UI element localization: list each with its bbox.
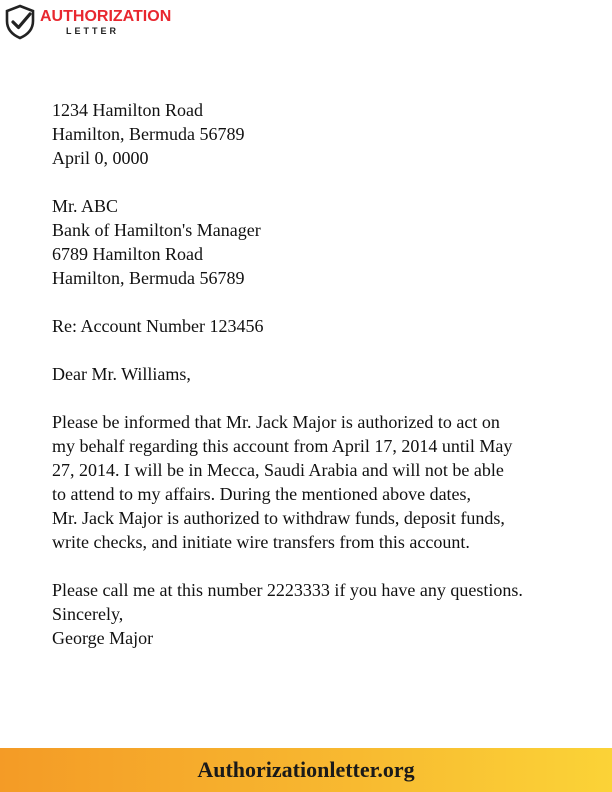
sender-city: Hamilton, Bermuda 56789	[52, 124, 245, 144]
body-line: my behalf regarding this account from April 17, 2014 until May	[52, 436, 513, 456]
valediction: Sincerely,	[52, 604, 124, 624]
signature-name: George Major	[52, 628, 154, 648]
body-line: Please be informed that Mr. Jack Major is authorized to act on	[52, 412, 500, 432]
body-paragraph	[52, 410, 582, 554]
recipient-street: 6789 Hamilton Road	[52, 244, 203, 264]
salutation: Dear Mr. Williams,	[52, 364, 191, 384]
recipient-city: Hamilton, Bermuda 56789	[52, 268, 245, 288]
shield-check-icon	[4, 4, 36, 40]
body-line: write checks, and initiate wire transfers from this account.	[52, 532, 470, 552]
body-line: to attend to my affairs. During the mentioned above dates,	[52, 484, 472, 504]
subject-line: Re: Account Number 123456	[52, 316, 264, 336]
sender-street: 1234 Hamilton Road	[52, 100, 203, 120]
body-line: Mr. Jack Major is authorized to withdraw funds, deposit funds,	[52, 508, 505, 528]
logo-subtitle: LETTER	[66, 26, 119, 36]
body-line: 27, 2014. I will be in Mecca, Saudi Arabia and will not be able	[52, 460, 504, 480]
letter-date: April 0, 0000	[52, 148, 149, 168]
closing-note: Please call me at this number 2223333 if you have any questions.	[52, 580, 523, 600]
logo-title: AUTHORIZATION	[40, 8, 172, 25]
recipient-name: Mr. ABC	[52, 196, 119, 216]
letter-body	[52, 98, 582, 650]
recipient-block	[52, 194, 582, 290]
logo	[4, 4, 172, 40]
sender-address	[52, 98, 582, 170]
footer-banner	[0, 748, 612, 792]
recipient-title: Bank of Hamilton's Manager	[52, 220, 261, 240]
footer-site-link[interactable]: Authorizationletter.org	[197, 757, 415, 782]
